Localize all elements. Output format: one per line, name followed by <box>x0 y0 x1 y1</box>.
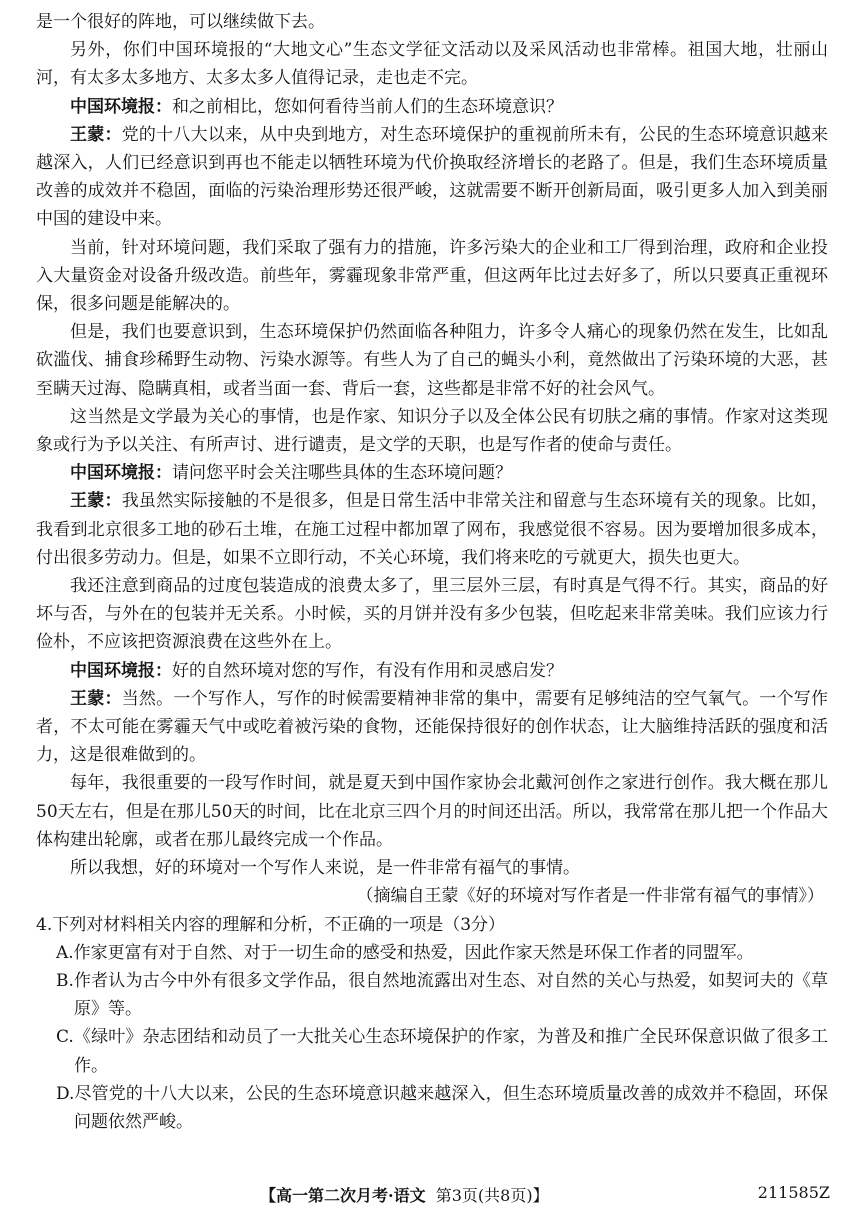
article-paragraph: 我还注意到商品的过度包装造成的浪费太多了，里三层外三层，有时真是气得不行。其实，商品的好坏与否，与外在的包装并无关系。小时候，买的月饼并没有多少包装，但吃起来非常美味。我们应该力行俭朴，不应该把资源浪费在这些外在上。 <box>36 576 828 653</box>
interview-answer <box>36 121 828 234</box>
speaker-label: 王蒙： <box>70 491 122 512</box>
answer-option-c: C.《绿叶》杂志团结和动员了一大批关心生态环境保护的作家，为普及和推广全民环保意识做了很多工作。 <box>56 1027 828 1076</box>
speaker-label: 王蒙： <box>70 124 122 145</box>
dialog-text: 党的十八大以来，从中央到地方，对生态环境保护的重视前所未有，公民的生态环境意识越来越深入，人们已经意识到再也不能走以牺牲环境为代价换取经济增长的老路了。但是，我们生态环境质量改善的成效并不稳固，面临的污染治理形势还很严峻，这就需要不断开创新局面，吸引更多人加入到美丽中国的建设中来。 <box>36 124 829 230</box>
article-paragraph: 但是，我们也要意识到，生态环境保护仍然面临各种阻力，许多令人痛心的现象仍然在发生，比如乱砍滥伐、捕食珍稀野生动物、污染水源等。有些人为了自己的蝇头小利，竟然做出了污染环境的大恶，甚至瞒天过海、隐瞒真相，或者当面一套、背后一套，这些都是非常不好的社会风气。 <box>36 322 828 399</box>
page-number: 第3页(共8页)】 <box>435 1186 549 1205</box>
speaker-label: 王蒙： <box>70 688 122 709</box>
dialog-text: 请问您平时会关注哪些具体的生态环境问题？ <box>172 463 512 484</box>
speaker-label: 中国环境报： <box>70 96 172 117</box>
dialog-text: 我虽然实际接触的不是很多，但是日常生活中非常关注和留意与生态环境有关的现象。比如，我看到北京很多工地的砂石土堆，在施工过程中都加罩了网布，我感觉很不容易。因为要增加很多成本，付出很多劳动力。但是，如果不立即行动，不关心环境，我们将来吃的亏就更大，损失也更大。 <box>36 491 829 568</box>
article-paragraph: 是一个很好的阵地，可以继续做下去。 <box>36 12 325 32</box>
article-paragraph: 每年，我很重要的一段写作时间，就是夏天到中国作家协会北戴河创作之家进行创作。我大概在那儿50天左右，但是在那儿50天的时间，比在北京三四个月的时间还出活。所以，我常常在那儿把一个作品大体构建出轮廓，或者在那儿最终完成一个作品。 <box>36 773 828 850</box>
article-paragraph: 这当然是文学最为关心的事情，也是作家、知识分子以及全体公民有切肤之痛的事情。作家对这类现象或行为予以关注、有所声讨、进行谴责，是文学的天职，也是写作者的使命与责任。 <box>36 406 828 456</box>
article-paragraph: 所以我想，好的环境对一个写作人来说，是一件非常有福气的事情。 <box>70 858 580 879</box>
speaker-label: 中国环境报： <box>70 463 172 484</box>
interview-question <box>36 93 828 121</box>
exam-label: 【高一第二次月考·语文 <box>260 1186 426 1205</box>
exam-code: 211585Z <box>757 1183 830 1202</box>
question-stem: 4.下列对材料相关内容的理解和分析，不正确的一项是（3分） <box>36 914 506 935</box>
footer-exam-info <box>260 1183 549 1206</box>
interview-question <box>36 657 828 685</box>
dialog-text: 和之前相比，您如何看待当前人们的生态环境意识？ <box>172 96 563 117</box>
dialog-text: 好的自然环境对您的写作，有没有作用和灵感启发？ <box>172 660 563 681</box>
article-paragraph: 当前，针对环境问题，我们采取了强有力的措施，许多污染大的企业和工厂得到治理，政府和企业投入大量资金对设备升级改造。前些年，雾霾现象非常严重，但这两年比过去好多了，所以只要真正重视环保，很多问题是能解决的。 <box>36 237 828 315</box>
page-footer <box>0 1183 860 1213</box>
article-body <box>36 8 828 1136</box>
interview-answer <box>36 487 828 572</box>
article-paragraph: 另外，你们中国环境报的“大地文心”生态文学征文活动以及采风活动也非常棒。祖国大地，壮丽山河，有太多太多地方、太多太多人值得记录，走也走不完。 <box>36 40 828 89</box>
interview-answer <box>36 685 828 770</box>
dialog-text: 当然。一个写作人，写作的时候需要精神非常的集中，需要有足够纯洁的空气氧气。一个写作者，不太可能在雾霾天气中或吃着被污染的食物，还能保持很好的创作状态，让大脑维持活跃的强度和活力，这是很难做到的。 <box>36 688 829 766</box>
source-citation: （摘编自王蒙《好的环境对写作者是一件非常有福气的事情》） <box>356 886 824 907</box>
answer-option-b: B.作者认为古今中外有很多文学作品，很自然地流露出对生态、对自然的关心与热爱，如契诃夫的《草原》等。 <box>56 970 828 1020</box>
answer-option-d: D.尽管党的十八大以来，公民的生态环境意识越来越深入，但生态环境质量改善的成效并不稳固，环保问题依然严峻。 <box>56 1083 828 1132</box>
answer-option-a: A.作家更富有对于自然、对于一切生命的感受和热爱，因此作家天然是环保工作者的同盟军。 <box>56 942 754 963</box>
speaker-label: 中国环境报： <box>70 660 172 681</box>
interview-question <box>36 459 828 487</box>
